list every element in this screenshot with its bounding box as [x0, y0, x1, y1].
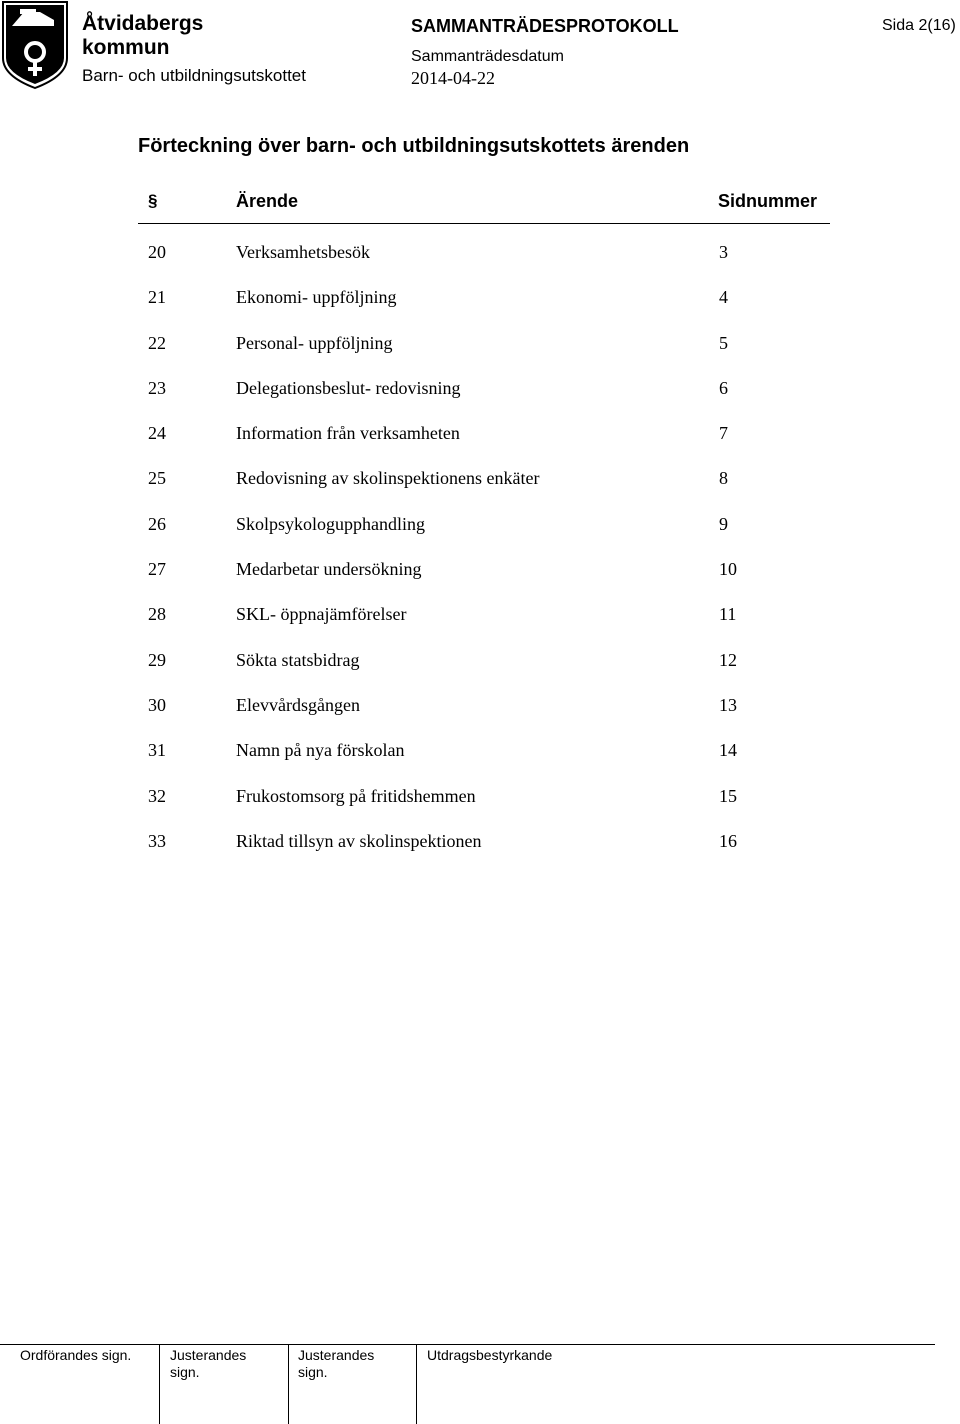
- section-number: 23: [148, 377, 166, 398]
- section-number: 24: [148, 423, 166, 444]
- page-ref: 6: [719, 377, 728, 398]
- document-type: SAMMANTRÄDESPROTOKOLL: [411, 16, 679, 36]
- section-number: 29: [148, 649, 166, 670]
- header-divider: [138, 223, 830, 224]
- page-ref: 10: [719, 559, 737, 580]
- footer-column-divider: [288, 1344, 289, 1424]
- page-ref: 4: [719, 287, 728, 308]
- footer-column-divider: [159, 1344, 160, 1424]
- footer-divider: [0, 1344, 935, 1345]
- page-ref: 7: [719, 423, 728, 444]
- section-number: 25: [148, 468, 166, 489]
- section-number: 28: [148, 604, 166, 625]
- org-name-line2: kommun: [82, 36, 170, 59]
- section-number: 22: [148, 332, 166, 353]
- page-ref: 14: [719, 740, 737, 761]
- page-ref: 12: [719, 649, 737, 670]
- section-number: 21: [148, 287, 166, 308]
- matter-title: Ekonomi- uppföljning: [236, 287, 397, 308]
- matter-title: Namn på nya förskolan: [236, 740, 405, 761]
- municipality-coat-of-arms-icon: [0, 0, 70, 90]
- meeting-date-value: 2014-04-22: [411, 68, 495, 88]
- section-number: 32: [148, 785, 166, 806]
- matter-title: Elevvårdsgången: [236, 694, 360, 715]
- index-row: [0, 240, 960, 285]
- index-list: [0, 240, 960, 874]
- section-number: 20: [148, 242, 166, 262]
- footer-column-divider: [416, 1344, 417, 1424]
- index-row: [0, 466, 960, 511]
- adjuster-signature-label: [170, 1347, 246, 1381]
- matter-title: Delegationsbeslut- redovisning: [236, 377, 461, 398]
- matter-title: Frukostomsorg på fritidshemmen: [236, 785, 476, 806]
- index-row: [0, 512, 960, 557]
- adjuster-signature-line1: Justerandes: [298, 1347, 375, 1363]
- adjuster-signature-line2: sign.: [170, 1364, 200, 1380]
- section-number: 30: [148, 694, 166, 715]
- matter-title: SKL- öppnajämförelser: [236, 604, 407, 625]
- matter-title: Information från verksamheten: [236, 423, 460, 444]
- index-title: Förteckning över barn- och utbildningsutskottets ärenden: [138, 135, 690, 157]
- section-number: 33: [148, 830, 166, 851]
- page-ref: 3: [719, 242, 728, 262]
- index-row: [0, 285, 960, 330]
- index-row: [0, 829, 960, 874]
- page-number: Sida 2(16): [882, 17, 956, 34]
- page-ref: 11: [719, 604, 737, 625]
- extract-certification-text: Utdragsbestyrkande: [427, 1347, 553, 1363]
- matter-title: Riktad tillsyn av skolinspektionen: [236, 830, 482, 851]
- matter-title: Medarbetar undersökning: [236, 559, 422, 580]
- index-row: [0, 648, 960, 693]
- matter-column-header: Ärende: [236, 191, 299, 211]
- matter-title: Personal- uppföljning: [236, 332, 393, 353]
- section-number: 27: [148, 559, 166, 580]
- org-name-line1: Åtvidabergs: [82, 12, 204, 35]
- chairman-signature-text: Ordförandes sign.: [20, 1347, 132, 1363]
- page-ref: 13: [719, 694, 737, 715]
- section-number: 26: [148, 513, 166, 534]
- index-row: [0, 738, 960, 783]
- matter-title: Sökta statsbidrag: [236, 649, 360, 670]
- adjuster-signature-label: [298, 1347, 374, 1381]
- index-row: [0, 331, 960, 376]
- matter-title: Verksamhetsbesök: [236, 242, 370, 262]
- page-ref: 16: [719, 830, 737, 851]
- page-ref: 8: [719, 468, 728, 489]
- index-row: [0, 784, 960, 829]
- meeting-date-label: Sammanträdesdatum: [411, 48, 564, 65]
- page-ref: 5: [719, 332, 728, 353]
- matter-title: Skolpsykologupphandling: [236, 513, 426, 534]
- section-number: 31: [148, 740, 166, 761]
- index-row: [0, 602, 960, 647]
- section-column-header: §: [148, 191, 158, 210]
- committee-name: Barn- och utbildningsutskottet: [82, 66, 306, 85]
- chairman-signature-label: [20, 1347, 131, 1364]
- organization-name: [82, 12, 203, 60]
- matter-title: Redovisning av skolinspektionens enkäter: [236, 468, 540, 489]
- extract-certification-label: [427, 1347, 552, 1364]
- adjuster-signature-line1: Justerandes: [170, 1347, 247, 1363]
- index-row: [0, 693, 960, 738]
- adjuster-signature-line2: sign.: [298, 1364, 328, 1380]
- page-ref: 9: [719, 513, 728, 534]
- index-row: [0, 421, 960, 466]
- page-ref: 15: [719, 785, 737, 806]
- page-column-header: Sidnummer: [718, 191, 818, 211]
- index-row: [0, 376, 960, 421]
- index-row: [0, 557, 960, 602]
